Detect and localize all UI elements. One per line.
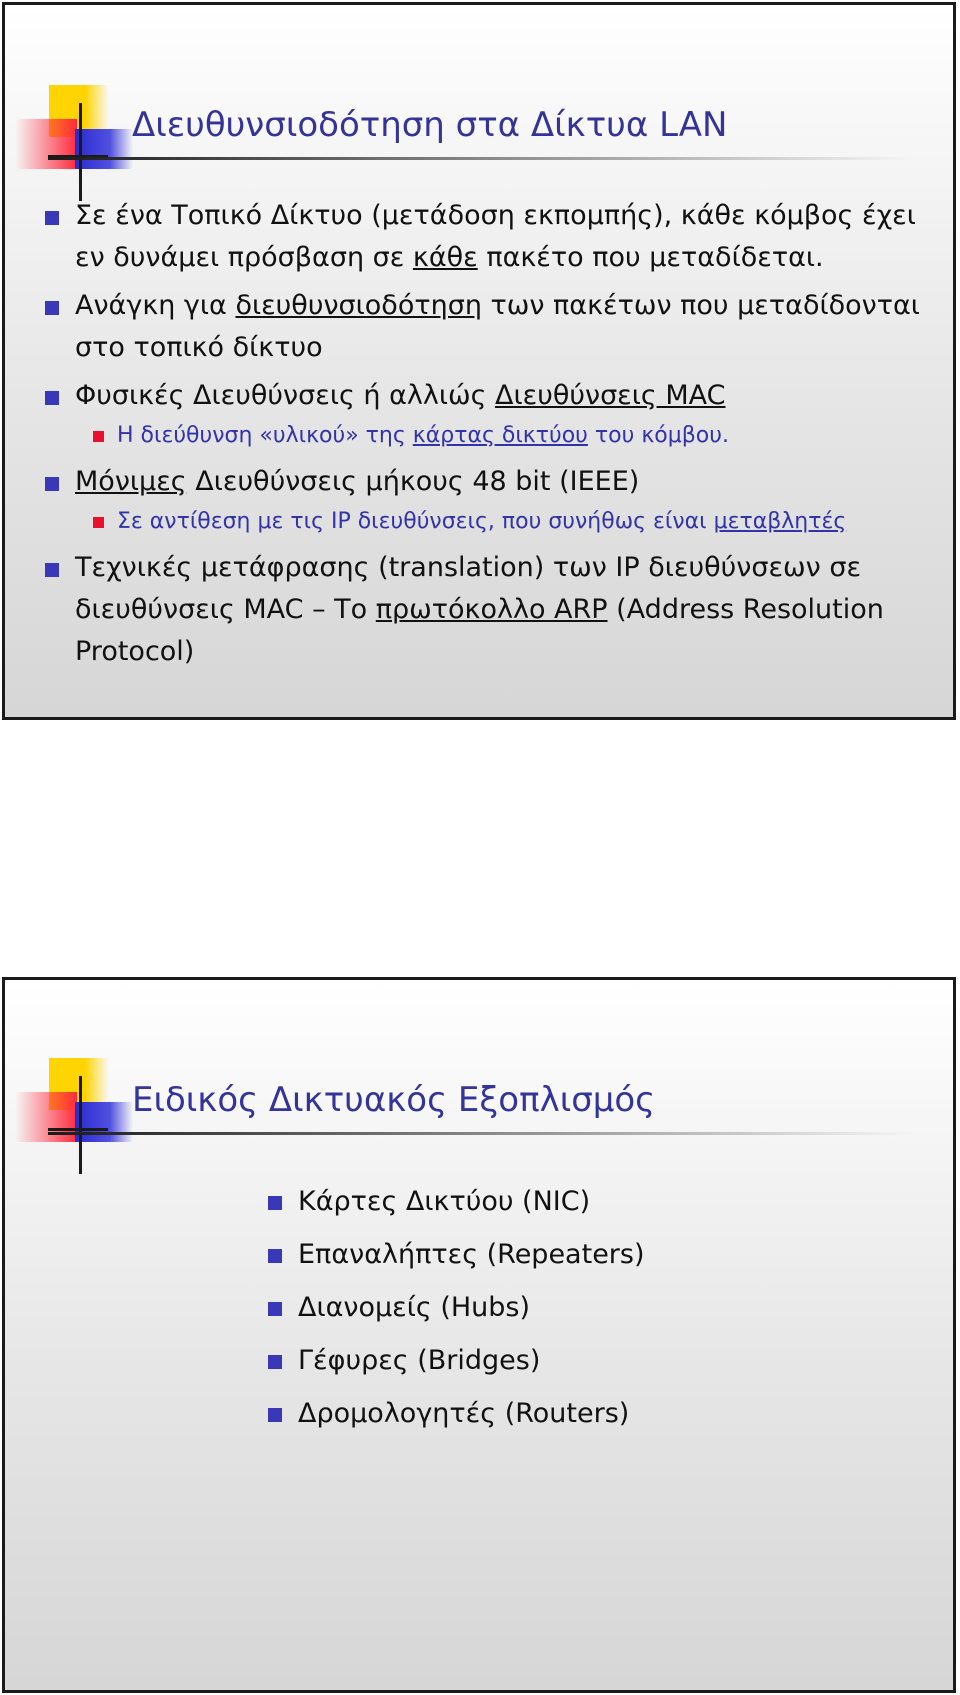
sub-bullet-item (45, 417, 945, 455)
slide-title: Ειδικός Δικτυακός Εξοπλισμός (132, 1080, 656, 1120)
sub-bullet-text: του κόμβου. (587, 423, 729, 448)
bullet-text: πακέτο που μεταδίδεται. (477, 242, 824, 273)
bullet-text: Τεχνικές μετάφρασης (translation) των IP διευθύνσεων σε διευθύνσεις MAC – Το (75, 552, 862, 625)
underlined-text: κάρτας δικτύου (412, 423, 588, 448)
underlined-text: Διευθύνσεις MAC (495, 380, 726, 411)
equipment-item: Δρομολογητές (Routers) (268, 1387, 918, 1440)
bullet-list (45, 195, 945, 673)
bullet-item (45, 375, 945, 417)
slide-logo-icon (15, 83, 135, 203)
underlined-text: διευθυνσιοδότηση (235, 290, 482, 321)
bullet-item (45, 547, 945, 673)
bullet-item (45, 195, 945, 279)
equipment-item: Κάρτες Δικτύου (NIC) (268, 1175, 918, 1228)
equipment-item: Επαναλήπτες (Repeaters) (268, 1228, 918, 1281)
slide-2 (2, 977, 956, 1693)
title-divider (48, 157, 913, 160)
sub-bullet-item (45, 503, 945, 541)
underlined-text: μεταβλητές (713, 509, 847, 534)
bullet-item (45, 461, 945, 503)
slide-1 (2, 2, 956, 720)
underlined-text: Μόνιμες (75, 466, 187, 497)
bullet-text: Σε ένα Τοπικό Δίκτυο (μετάδοση εκπομπής), κάθε κόμβος έχει εν δυνάμει πρόσβαση σε (75, 200, 916, 273)
slide-title: Διευθυνσιοδότηση στα Δίκτυα LAN (132, 105, 728, 145)
bullet-text: Φυσικές Διευθύνσεις ή αλλιώς (75, 380, 496, 411)
bullet-text: (Address Resolution Protocol) (75, 594, 884, 667)
bullet-text: των πακέτων που μεταδίδονται στο τοπικό δίκτυο (75, 290, 920, 363)
bullet-text: Ανάγκη για (75, 290, 236, 321)
equipment-item: Διανομείς (Hubs) (268, 1281, 918, 1334)
equipment-list (268, 1175, 918, 1440)
sub-bullet-text: Σε αντίθεση με τις IP διευθύνσεις, που συνήθως είναι (117, 509, 714, 534)
title-divider (48, 1132, 913, 1135)
bullet-text: Διευθύνσεις μήκους 48 bit (IEEE) (186, 466, 640, 497)
sub-bullet-text: Η διεύθυνση «υλικού» της (117, 423, 413, 448)
bullet-item (45, 285, 945, 369)
underlined-text: πρωτόκολλο ARP (375, 594, 608, 625)
equipment-item: Γέφυρες (Bridges) (268, 1334, 918, 1387)
underlined-text: κάθε (412, 242, 478, 273)
slide-logo-icon (15, 1056, 135, 1176)
